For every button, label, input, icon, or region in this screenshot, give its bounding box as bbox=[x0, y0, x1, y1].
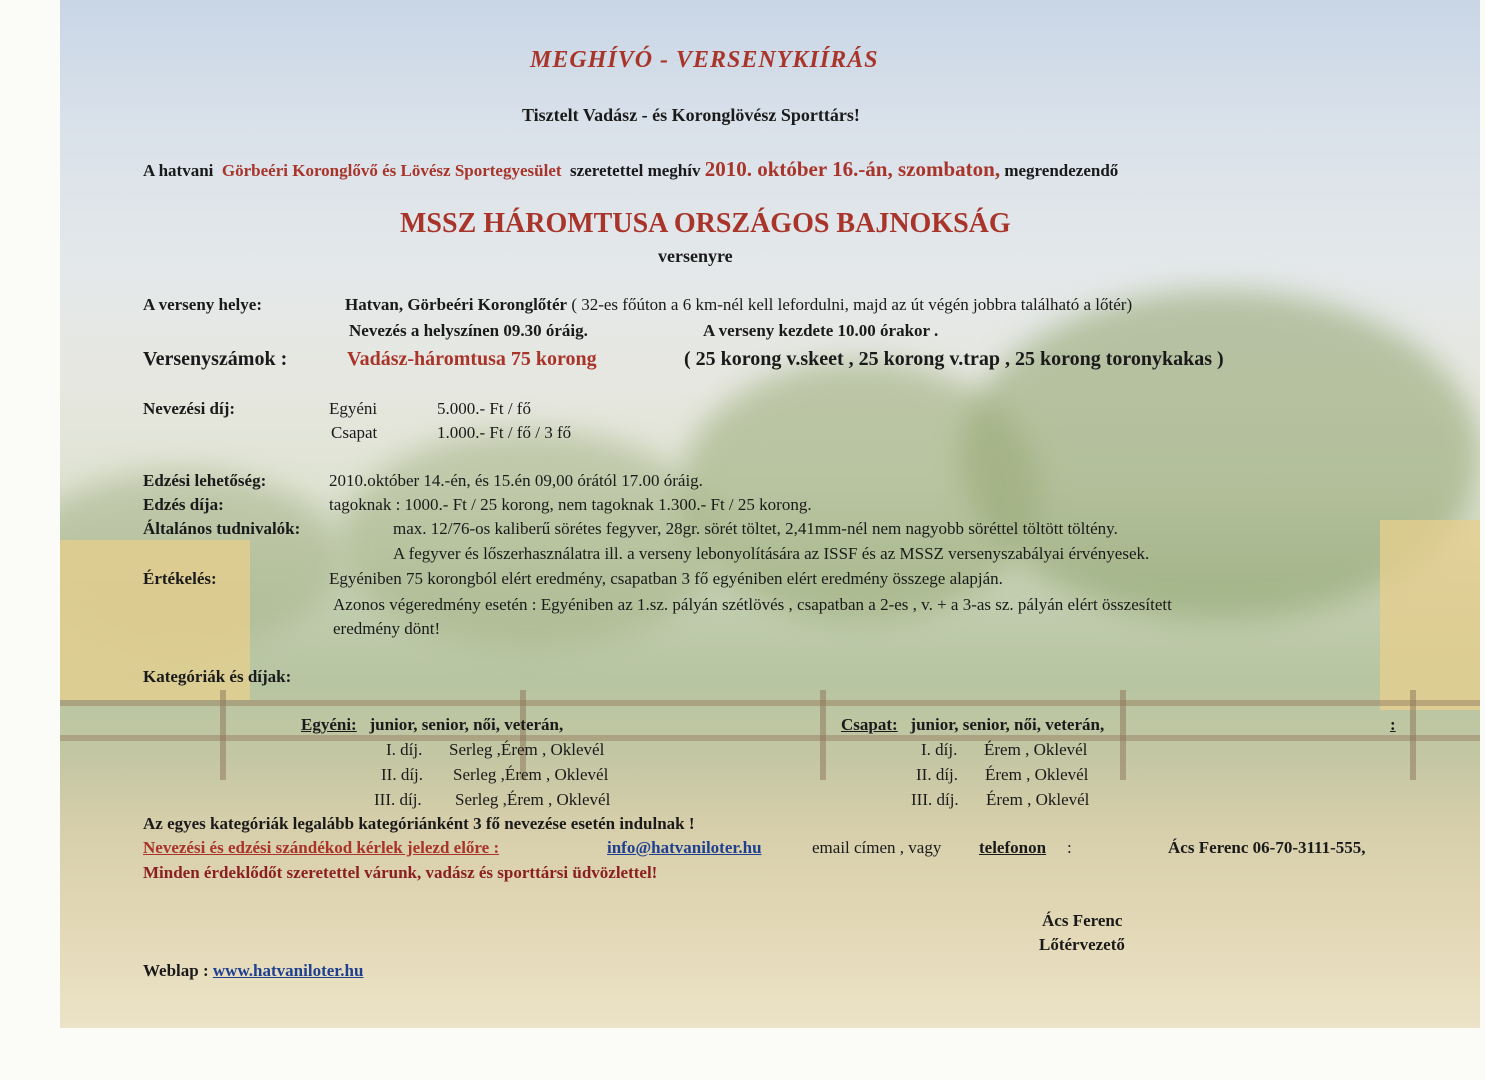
club-name: Görbeéri Koronglővő és Lövész Sportegyesület bbox=[221, 161, 562, 180]
event-subtitle: versenyre bbox=[658, 246, 733, 266]
welcome-text: Minden érdeklődőt szeretettel várunk, vadász és sporttársi üdvözlettel! bbox=[143, 863, 658, 882]
fee-type-individual: Egyéni bbox=[329, 399, 378, 418]
team-groups: junior, senior, női, veterán, bbox=[910, 715, 1105, 734]
general-line-1: max. 12/76-os kaliberű sörétes fegyver, 28gr. sörét töltet, 2,41mm-nél nem nagyobb söréttel töltött töltény. bbox=[393, 519, 1118, 538]
team-heading bbox=[841, 714, 1104, 736]
email-link[interactable]: info@hatvaniloter.hu bbox=[607, 838, 762, 857]
individual-heading bbox=[301, 714, 563, 736]
phone-label: telefonon bbox=[979, 838, 1047, 857]
training-fee-value: tagoknak : 1000.- Ft / 25 korong, nem tagoknak 1.300.- Ft / 25 korong. bbox=[329, 495, 812, 514]
start-time: A verseny kezdete 10.00 órakor . bbox=[703, 321, 939, 340]
individual-prize-1: Serleg ,Érem , Oklevél bbox=[449, 740, 605, 759]
events-label: Versenyszámok : bbox=[143, 348, 288, 370]
scoring-line-2: Azonos végeredmény esetén : Egyéniben az 1.sz. pályán szétlövés , csapatban a 2-es , v. + a 3-as sz. pályán elért összesített bbox=[333, 595, 1172, 614]
events-name: Vadász-háromtusa 75 korong bbox=[347, 348, 597, 370]
venue-place: Hatvan, Görbeéri Koronglőtér bbox=[345, 295, 568, 314]
general-label: Általános tudnivalók: bbox=[143, 519, 301, 538]
individual-prize-3-place: III. díj. bbox=[374, 790, 422, 809]
event-date: 2010. október 16.-án, szombaton, bbox=[704, 157, 1001, 181]
training-label: Edzési lehetőség: bbox=[143, 471, 267, 490]
contact-request: Nevezési és edzési szándékod kérlek jelezd előre : bbox=[143, 838, 500, 857]
phone-colon: : bbox=[1067, 838, 1072, 857]
venue-directions: ( 32-es főúton a 6 km-nél kell lefordulni, majd az út végén jobbra található a lőtér) bbox=[571, 295, 1133, 314]
scoring-line-1: Egyéniben 75 korongból elért eredmény, csapatban 3 fő egyéniben elért eredmény összege alapján. bbox=[329, 569, 1003, 588]
venue-label: A verseny helye: bbox=[143, 295, 262, 314]
team-prize-3-place: III. díj. bbox=[911, 790, 959, 809]
general-line-2: A fegyver és lőszerhasználatra ill. a verseny lebonyolítására az ISSF és az MSSZ versenyszabályai érvényesek. bbox=[393, 544, 1150, 563]
venue-line bbox=[345, 294, 1132, 316]
event-title: MSSZ HÁROMTUSA ORSZÁGOS BAJNOKSÁG bbox=[400, 208, 1011, 239]
fee-amount-individual: 5.000.- Ft / fő bbox=[437, 399, 531, 418]
website-link[interactable]: www.hatvaniloter.hu bbox=[212, 961, 364, 980]
contact-person-phone: Ács Ferenc 06-70-3111-555, bbox=[1168, 838, 1366, 857]
team-prize-2: Érem , Oklevél bbox=[985, 765, 1089, 784]
page-title: MEGHÍVÓ - VERSENYKIÍRÁS bbox=[530, 47, 879, 73]
team-prize-3: Érem , Oklevél bbox=[986, 790, 1090, 809]
web-label: Weblap : bbox=[143, 961, 209, 980]
intro-line bbox=[143, 158, 1118, 182]
fee-label: Nevezési díj: bbox=[143, 399, 236, 418]
training-fee-label: Edzés díja: bbox=[143, 495, 224, 514]
team-prize-2-place: II. díj. bbox=[916, 765, 959, 784]
team-label: Csapat: bbox=[841, 715, 898, 734]
team-colon: : bbox=[1390, 715, 1396, 734]
fee-type-team: Csapat bbox=[331, 423, 378, 442]
individual-prize-1-place: I. díj. bbox=[386, 740, 423, 759]
scoring-label: Értékelés: bbox=[143, 569, 217, 588]
team-prize-1-place: I. díj. bbox=[921, 740, 958, 759]
intro-c: megrendezendő bbox=[1004, 161, 1119, 180]
scoring-line-3: eredmény dönt! bbox=[333, 619, 441, 638]
contact-mid-text: email címen , vagy bbox=[812, 838, 942, 857]
training-value: 2010.október 14.-én, és 15.én 09,00 órától 17.00 óráig. bbox=[329, 471, 703, 490]
individual-prize-2: Serleg ,Érem , Oklevél bbox=[453, 765, 609, 784]
categories-note: Az egyes kategóriák legalább kategóriánként 3 fő nevezése esetén indulnak ! bbox=[143, 814, 695, 833]
individual-prize-2-place: II. díj. bbox=[381, 765, 424, 784]
team-prize-1: Érem , Oklevél bbox=[984, 740, 1088, 759]
individual-label: Egyéni: bbox=[301, 715, 357, 734]
registration-time: Nevezés a helyszínen 09.30 óráig. bbox=[349, 321, 588, 340]
greeting: Tisztelt Vadász - és Koronglövész Sporttárs! bbox=[522, 105, 860, 125]
categories-label: Kategóriák és díjak: bbox=[143, 667, 292, 686]
individual-groups: junior, senior, női, veterán, bbox=[369, 715, 564, 734]
intro-b: szeretettel meghív bbox=[570, 161, 701, 180]
fee-amount-team: 1.000.- Ft / fő / 3 fő bbox=[437, 423, 572, 442]
individual-prize-3: Serleg ,Érem , Oklevél bbox=[455, 790, 611, 809]
signature-title: Lőtérvezető bbox=[1039, 935, 1125, 954]
events-detail: ( 25 korong v.skeet , 25 korong v.trap , 25 korong toronykakas ) bbox=[684, 348, 1224, 370]
signature-name: Ács Ferenc bbox=[1042, 911, 1123, 930]
weblap-line bbox=[143, 960, 363, 982]
intro-a: A hatvani bbox=[143, 161, 214, 180]
